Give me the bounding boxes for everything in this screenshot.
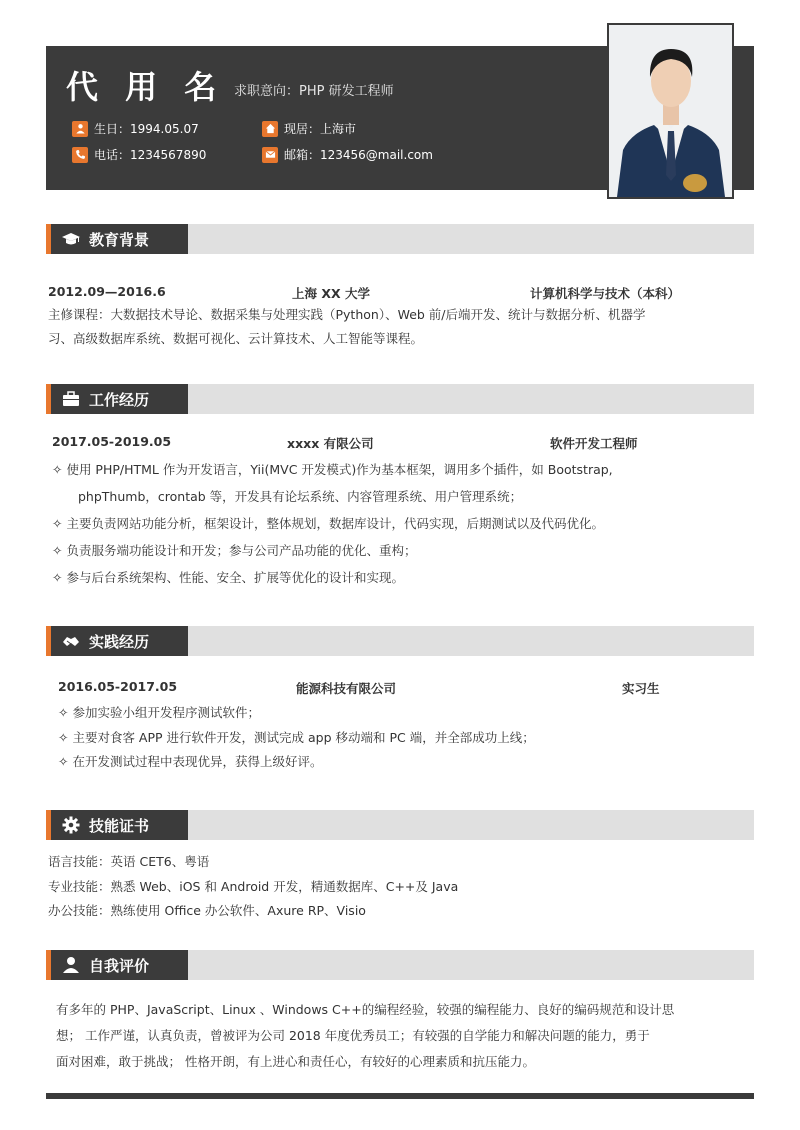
section-title: 自我评价 [89,956,150,975]
edu-courses-line1: 主修课程：大数据技术导论、数据采集与处理实践（Python）、Web 前/后端开发、统计与数据分析、机器学 [48,307,646,322]
practice-bullet-3: ✧ 在开发测试过程中表现优异，获得上级好评。 [58,754,323,769]
work-bullet-1-line2: phpThumb，crontab 等，开发具有论坛系统、内容管理系统、用户管理系统； [78,489,523,504]
section-tag [51,950,188,980]
practice-bullet-2: ✧ 主要对食客 APP 进行软件开发，测试完成 app 移动端和 PC 端，并全部成功上线； [58,730,535,745]
email-info [262,146,433,163]
profile-photo [607,23,734,199]
person-icon [72,121,88,137]
residence-text: 现居：上海市 [284,122,357,136]
phone-info [72,146,206,163]
self-eval-line3: 面对困难，敢于挑战； 性格开朗，有上进心和责任心，有较好的心理素质和抗压能力。 [56,1054,535,1069]
email-text: 邮箱：123456@mail.com [284,148,433,162]
practice-company: 能源科技有限公司 [296,681,397,696]
work-bullet-3: ✧ 负责服务端功能设计和开发；参与公司产品功能的优化、重构； [52,543,417,558]
graduation-cap-icon [61,229,81,249]
section-header-practice [46,626,754,656]
work-bullet-4: ✧ 参与后台系统架构、性能、安全、扩展等优化的设计和实现。 [52,570,404,585]
section-title: 实践经历 [89,632,150,651]
gear-icon [61,815,81,835]
skill-office: 办公技能：熟练使用 Office 办公软件、Axure RP、Visio [48,903,366,918]
residence-info [262,120,356,137]
section-title: 技能证书 [89,816,150,835]
edu-period: 2012.09—2016.6 [48,284,166,299]
work-bullet-1-line1: ✧ 使用 PHP/HTML 作为开发语言，Yii(MVC 开发模式)作为基本框架，调用多个插件，如 Bootstrap, [52,462,613,477]
self-eval-line2: 想； 工作严谨，认真负责，曾被评为公司 2018 年度优秀员工；有较强的自学能力和解决问题的能力，勇于 [56,1028,650,1043]
section-header-work [46,384,754,414]
practice-position: 实习生 [622,681,660,696]
handshake-icon [61,631,81,651]
work-position: 软件开发工程师 [550,436,638,451]
section-header-self [46,950,754,980]
job-objective: 求职意向：PHP 研发工程师 [234,84,394,99]
edu-courses-line2: 习、高级数据库系统、数据可视化、云计算技术、人工智能等课程。 [48,331,424,346]
mail-icon [262,147,278,163]
briefcase-icon [61,389,81,409]
user-icon [61,955,81,975]
birth-info [72,120,199,137]
skill-professional: 专业技能：熟悉 Web、iOS 和 Android 开发，精通数据库、C++及 Java [48,879,459,894]
home-icon [262,121,278,137]
portrait-image [609,25,732,197]
birth-text: 生日：1994.05.07 [94,122,199,136]
work-period: 2017.05-2019.05 [52,434,172,449]
section-tag [51,810,188,840]
practice-bullet-1: ✧ 参加实验小组开发程序测试软件； [58,705,260,720]
skill-language: 语言技能：英语 CET6、粤语 [48,854,210,869]
work-company: xxxx 有限公司 [287,436,374,451]
section-header-education [46,224,754,254]
section-title: 教育背景 [89,230,150,249]
footer-divider [46,1093,754,1099]
practice-period: 2016.05-2017.05 [58,679,178,694]
self-eval-line1: 有多年的 PHP、JavaScript、Linux 、Windows C++的编程经验，较强的编程能力、良好的编码规范和设计思 [56,1002,675,1017]
section-tag [51,384,188,414]
section-title: 工作经历 [89,390,150,409]
edu-major: 计算机科学与技术（本科） [530,286,681,301]
work-bullet-2: ✧ 主要负责网站功能分析，框架设计，整体规划，数据库设计，代码实现，后期测试以及代码优化。 [52,516,604,531]
phone-icon [72,147,88,163]
candidate-name: 代 用 名 [66,68,225,106]
section-tag [51,626,188,656]
edu-school: 上海 XX 大学 [292,286,370,301]
phone-text: 电话：1234567890 [94,148,207,162]
section-tag [51,224,188,254]
section-header-skills [46,810,754,840]
